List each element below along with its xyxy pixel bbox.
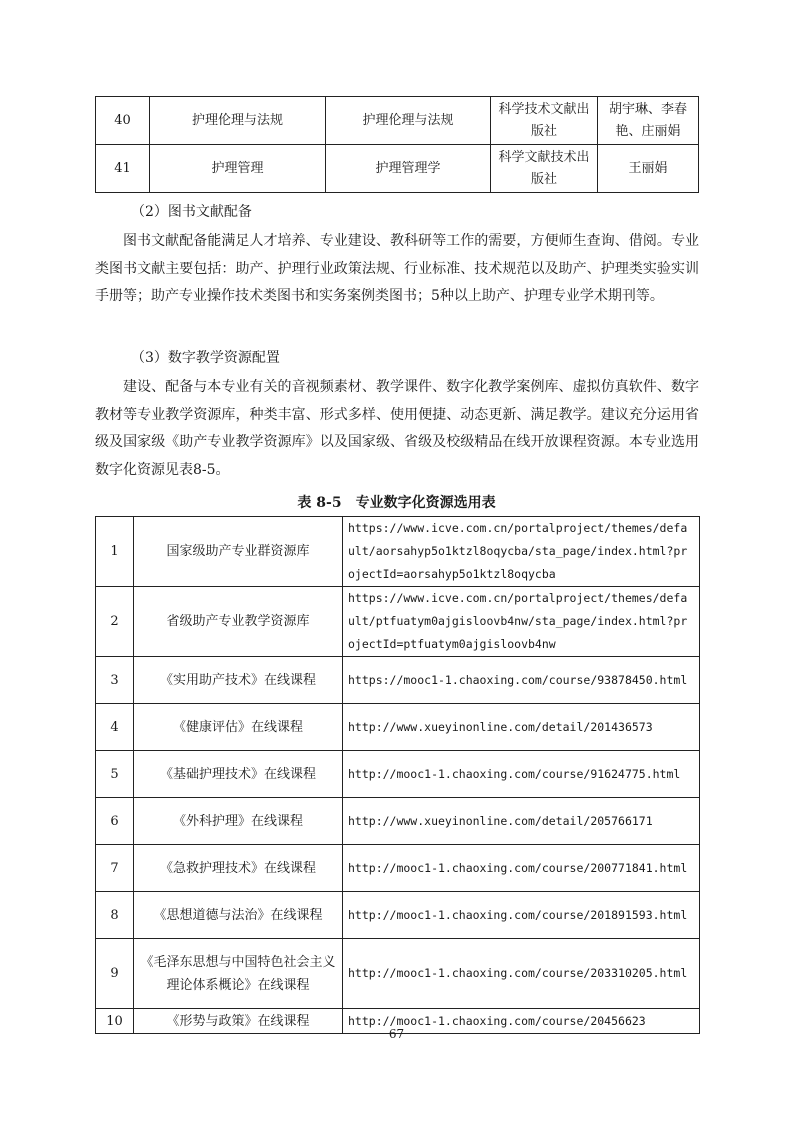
resources-table-body [96,517,700,1034]
row-number: 2 [96,587,134,657]
resources-table [95,516,700,1034]
row-number: 4 [96,704,134,751]
publisher: 科学文献技术出版社 [491,145,598,193]
resource-link[interactable]: http://mooc1-1.chaoxing.com/course/20456623 [343,1009,700,1034]
table-row [96,97,699,145]
editor: 胡宇琳、李春艳、庄丽娟 [598,97,699,145]
table-row [96,517,700,587]
resource-link[interactable]: http://www.xueyinonline.com/detail/201436573 [343,704,700,751]
section-heading-books: （2）图书文献配备 [131,204,252,220]
row-number: 40 [96,97,150,145]
row-number: 5 [96,751,134,798]
resource-name: 省级助产专业教学资源库 [134,587,343,657]
book-title: 护理管理学 [326,145,491,193]
books-table [95,96,699,193]
section-heading-digital: （3）数字教学资源配置 [131,350,280,366]
resource-name: 《实用助产技术》在线课程 [134,657,343,704]
course-name: 护理管理 [150,145,326,193]
table-row [96,657,700,704]
editor: 王丽娟 [598,145,699,193]
row-number: 9 [96,939,134,1009]
table-row [96,704,700,751]
resource-name: 国家级助产专业群资源库 [134,517,343,587]
resource-link[interactable]: https://mooc1-1.chaoxing.com/course/93878450.html [343,657,700,704]
row-number: 6 [96,798,134,845]
resource-name: 《外科护理》在线课程 [134,798,343,845]
page-number: 67 [388,1027,405,1041]
row-number: 10 [96,1009,134,1034]
table-row [96,939,700,1009]
table-row [96,798,700,845]
resource-link[interactable]: http://mooc1-1.chaoxing.com/course/200771841.html [343,845,700,892]
table-row [96,892,700,939]
resource-name: 《基础护理技术》在线课程 [134,751,343,798]
table-row [96,145,699,193]
row-number: 1 [96,517,134,587]
resource-link[interactable]: https://www.icve.com.cn/portalproject/themes/default/aorsahyp5o1ktzl8oqycba/sta_page/index.html?projectId=aorsahyp5o1ktzl8oqycba [343,517,700,587]
resource-name: 《健康评估》在线课程 [134,704,343,751]
resource-name: 《形势与政策》在线课程 [134,1009,343,1034]
row-number: 8 [96,892,134,939]
books-table-body [96,97,699,193]
resource-link[interactable]: http://mooc1-1.chaoxing.com/course/91624775.html [343,751,700,798]
row-number: 3 [96,657,134,704]
resource-name: 《急救护理技术》在线课程 [134,845,343,892]
table-row [96,751,700,798]
book-title: 护理伦理与法规 [326,97,491,145]
table-row [96,845,700,892]
resource-name: 《毛泽东思想与中国特色社会主义理论体系概论》在线课程 [134,939,343,1009]
row-number: 41 [96,145,150,193]
resource-link[interactable]: http://mooc1-1.chaoxing.com/course/201891593.html [343,892,700,939]
resource-link[interactable]: http://mooc1-1.chaoxing.com/course/203310205.html [343,939,700,1009]
resource-name: 《思想道德与法治》在线课程 [134,892,343,939]
resource-link[interactable]: https://www.icve.com.cn/portalproject/themes/default/ptfuatym0ajgisloovb4nw/sta_page/index.html?projectId=ptfuatym0ajgisloovb4nw [343,587,700,657]
course-name: 护理伦理与法规 [150,97,326,145]
table-caption: 表 8-5 专业数字化资源选用表 [297,495,496,511]
table-row [96,587,700,657]
resource-link[interactable]: http://www.xueyinonline.com/detail/205766171 [343,798,700,845]
row-number: 7 [96,845,134,892]
publisher: 科学技术文献出版社 [491,97,598,145]
section-paragraph-books: 图书文献配备能满足人才培养、专业建设、教科研等工作的需要，方便师生查询、借阅。专业类图书文献主要包括：助产、护理行业政策法规、行业标准、技术规范以及助产、护理类实验实训手册等；助产专业操作技术类图书和实务案例类图书；5种以上助产、护理专业学术期刊等。 [95,233,699,304]
section-paragraph-digital: 建设、配备与本专业有关的音视频素材、教学课件、数字化教学案例库、虚拟仿真软件、数字教材等专业教学资源库，种类丰富、形式多样、使用便捷、动态更新、满足教学。建议充分运用省级及国家级《助产专业教学资源库》以及国家级、省级及校级精品在线开放课程资源。本专业选用数字化资源见表8-5。 [95,379,699,478]
